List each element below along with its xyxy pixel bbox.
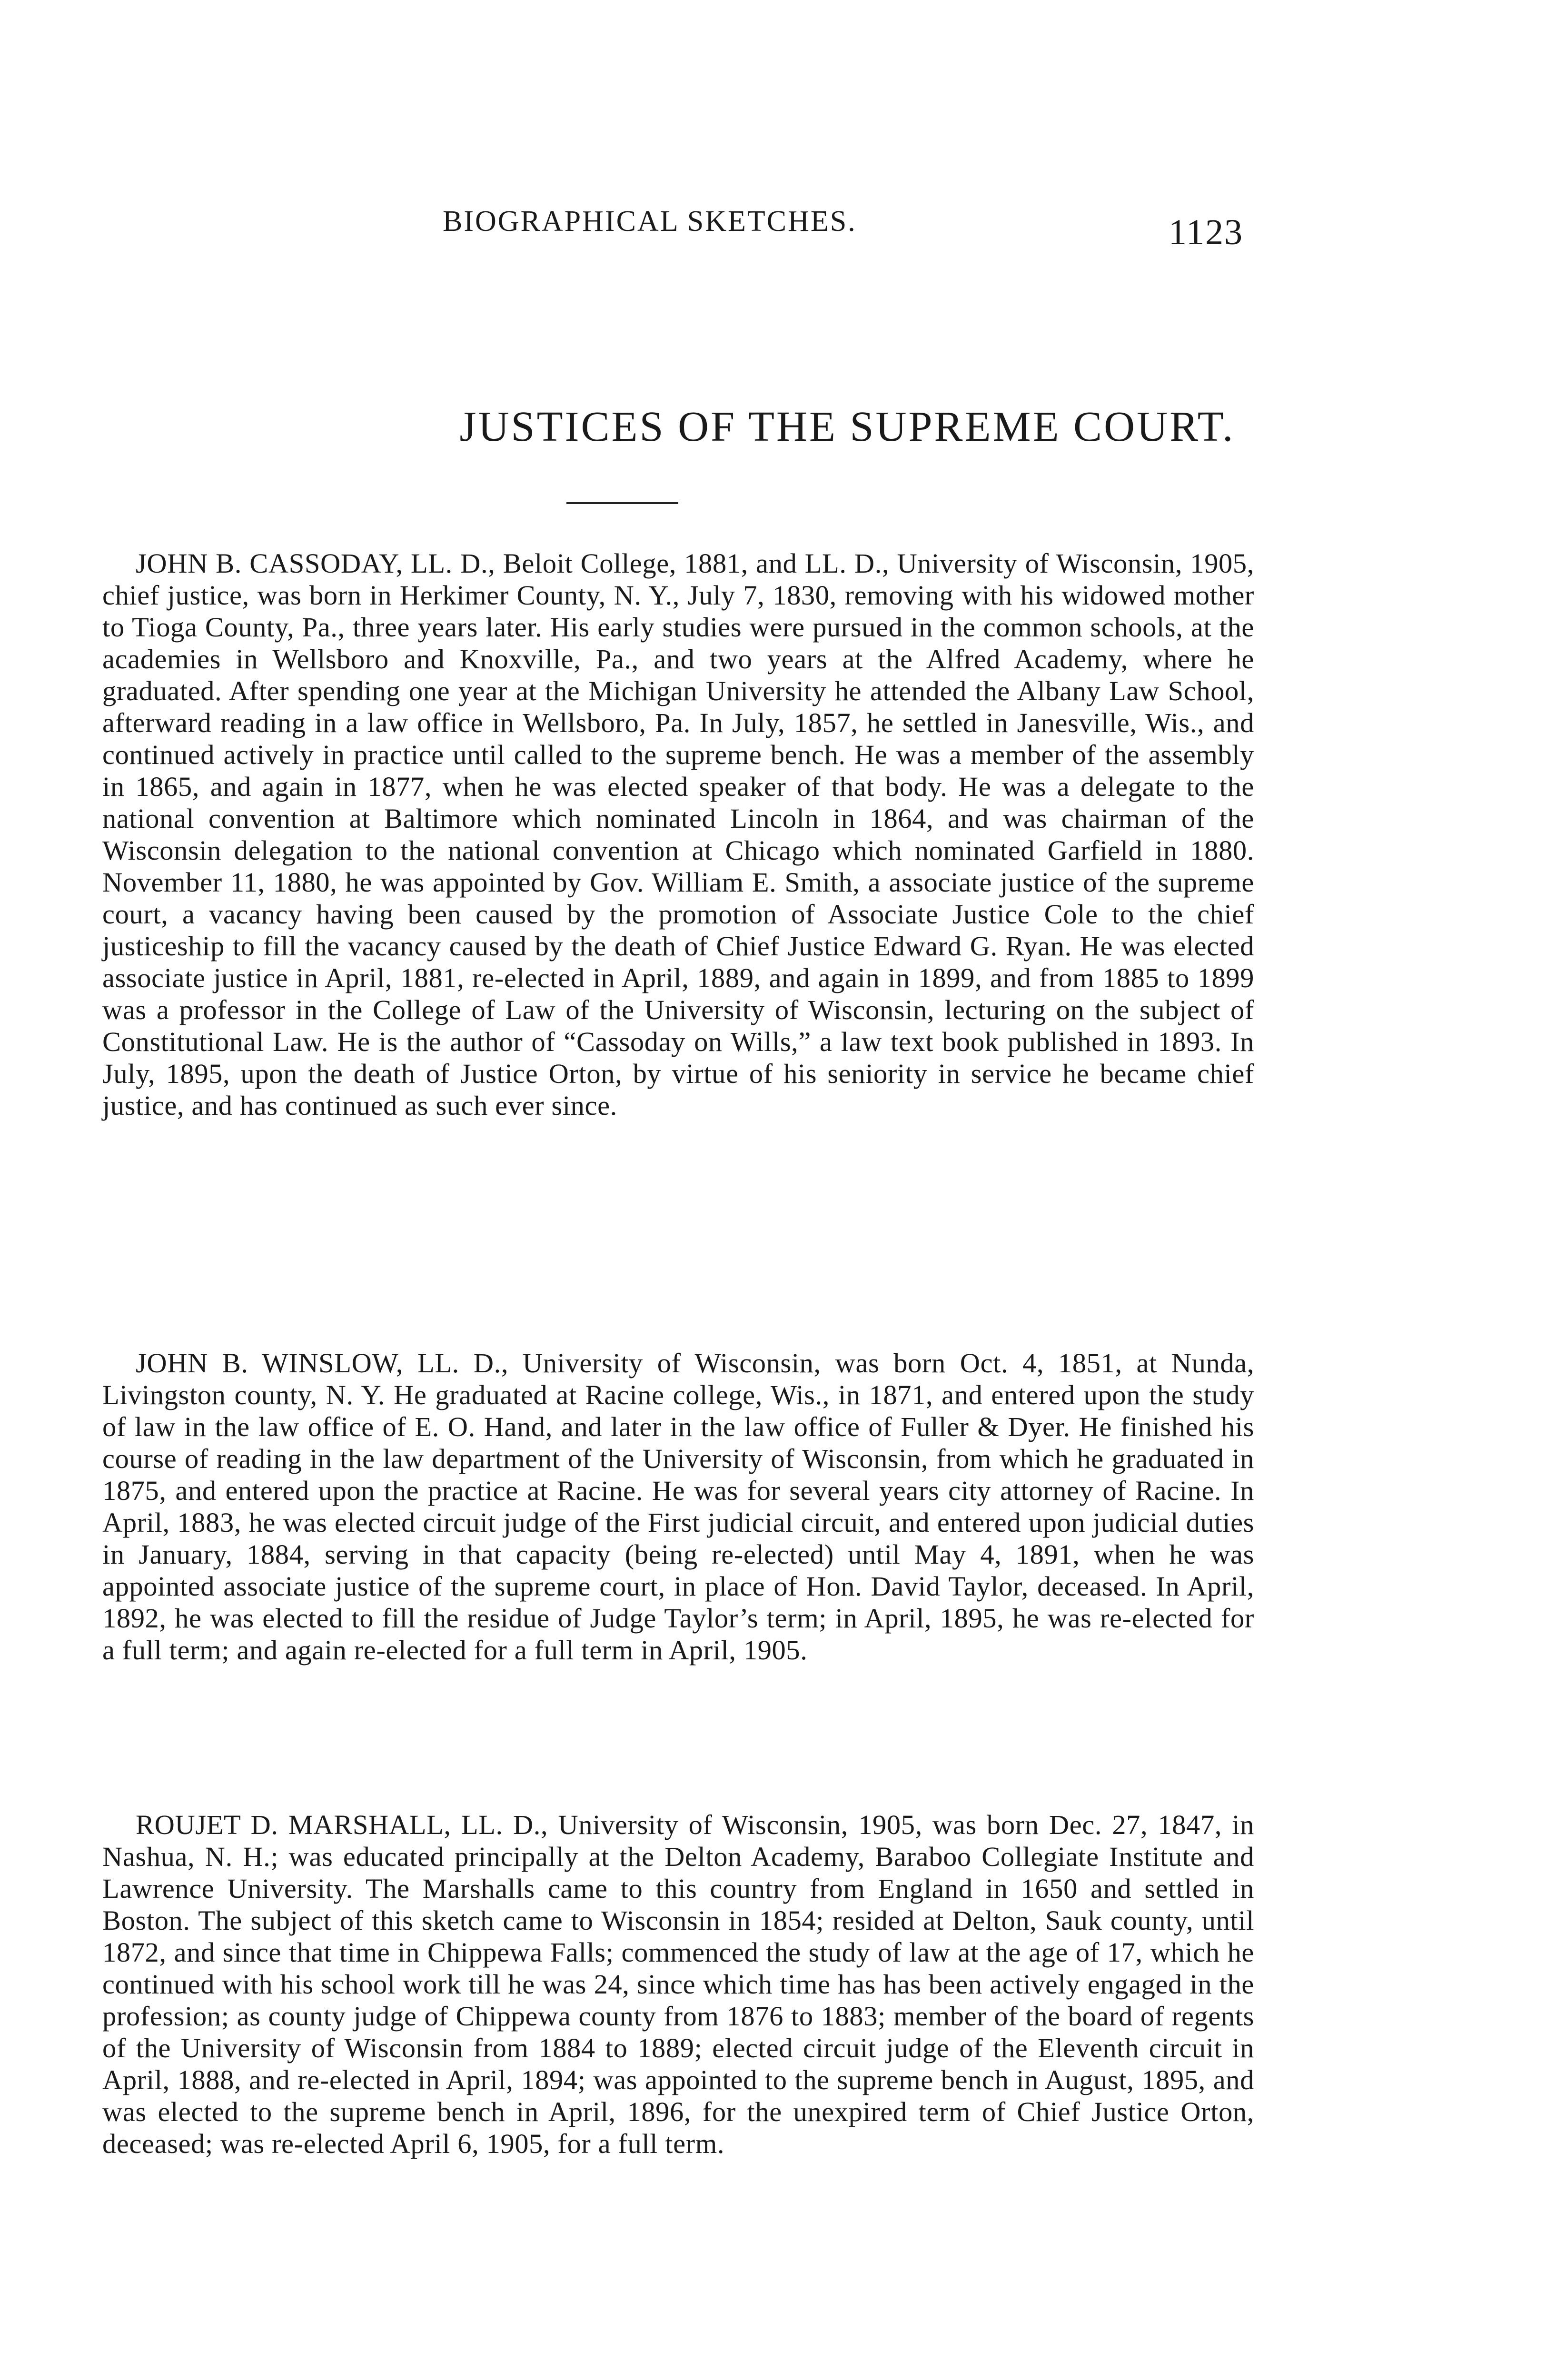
section-title <box>0 402 1371 451</box>
page-number: 1123 <box>1169 212 1244 252</box>
paragraph-cassoday: JOHN B. CASSODAY, LL. D., Beloit College, 1881, and LL. D., University of Wisconsin, 1905, chief justice, was born in Herkimer County, N. Y., July 7, 1830, removing with his widowed mother to Tioga County, Pa., three years later. His early studies were pursued in the common schools, at the academies in Wellsboro and Knoxville, Pa., and two years at the Alfred Academy, where he graduated. After spending one year at the Michigan University he attended the Albany Law School, afterward reading in a law office in Wellsboro, Pa. In July, 1857, he settled in Janesville, Wis., and continued actively in practice until called to the supreme bench. He was a member of the assembly in 1865, and again in 1877, when he was elected speaker of that body. He was a delegate to the national convention at Baltimore which nominated Lincoln in 1864, and was chairman of the Wisconsin delegation to the national convention at Chicago which nominated Garfield in 1880. November 11, 1880, he was appointed by Gov. William E. Smith, a associate justice of the supreme court, a vacancy having been caused by the promotion of Associate Justice Cole to the chief justiceship to fill the vacancy caused by the death of Chief Justice Edward G. Ryan. He was elected associate justice in April, 1881, re-elected in April, 1889, and again in 1899, and from 1885 to 1899 was a professor in the College of Law of the University of Wisconsin, lecturing on the subject of Constitutional Law. He is the author of “Cassoday on Wills,” a law text book published in 1893. In July, 1895, upon the death of Justice Orton, by virtue of his seniority in service he became chief justice, and has continued as such ever since. <box>102 548 1254 1121</box>
paragraph-marshall: ROUJET D. MARSHALL, LL. D., University of Wisconsin, 1905, was born Dec. 27, 1847, in Nashua, N. H.; was educated principally at the Delton Academy, Baraboo Collegiate Institute and Lawrence University. The Marshalls came to this country from England in 1650 and settled in Boston. The subject of this sketch came to Wisconsin in 1854; resided at Delton, Sauk county, until 1872, and since that time in Chippewa Falls; commenced the study of law at the age of 17, which he continued with his school work till he was 24, since which time has has been actively engaged in the profession; as county judge of Chippewa county from 1876 to 1883; member of the board of regents of the University of Wisconsin from 1884 to 1889; elected circuit judge of the Eleventh circuit in April, 1888, and re-elected in April, 1894; was appointed to the supreme bench in August, 1895, and was elected to the supreme bench in April, 1896, for the unexpired term of Chief Justice Orton, deceased; was re-elected April 6, 1905, for a full term. <box>102 1809 1254 2159</box>
section-title-text: JUSTICES OF THE SUPREME COURT. <box>459 403 1235 450</box>
title-divider <box>566 502 678 504</box>
running-head: BIOGRAPHICAL SKETCHES. <box>443 205 857 238</box>
paragraph-winslow: JOHN B. WINSLOW, LL. D., University of Wisconsin, was born Oct. 4, 1851, at Nunda, Livingston county, N. Y. He graduated at Racine college, Wis., in 1871, and entered upon the study of law in the law office of E. O. Hand, and later in the law office of Fuller & Dyer. He finished his course of reading in the law department of the University of Wisconsin, from which he graduated in 1875, and entered upon the practice at Racine. He was for several years city attorney of Racine. In April, 1883, he was elected circuit judge of the First judicial circuit, and entered upon judicial duties in January, 1884, serving in that capacity (being re-elected) until May 4, 1891, when he was appointed associate justice of the supreme court, in place of Hon. David Taylor, deceased. In April, 1892, he was elected to fill the residue of Judge Taylor’s term; in April, 1895, he was re-elected for a full term; and again re-elected for a full term in April, 1905. <box>102 1348 1254 1666</box>
